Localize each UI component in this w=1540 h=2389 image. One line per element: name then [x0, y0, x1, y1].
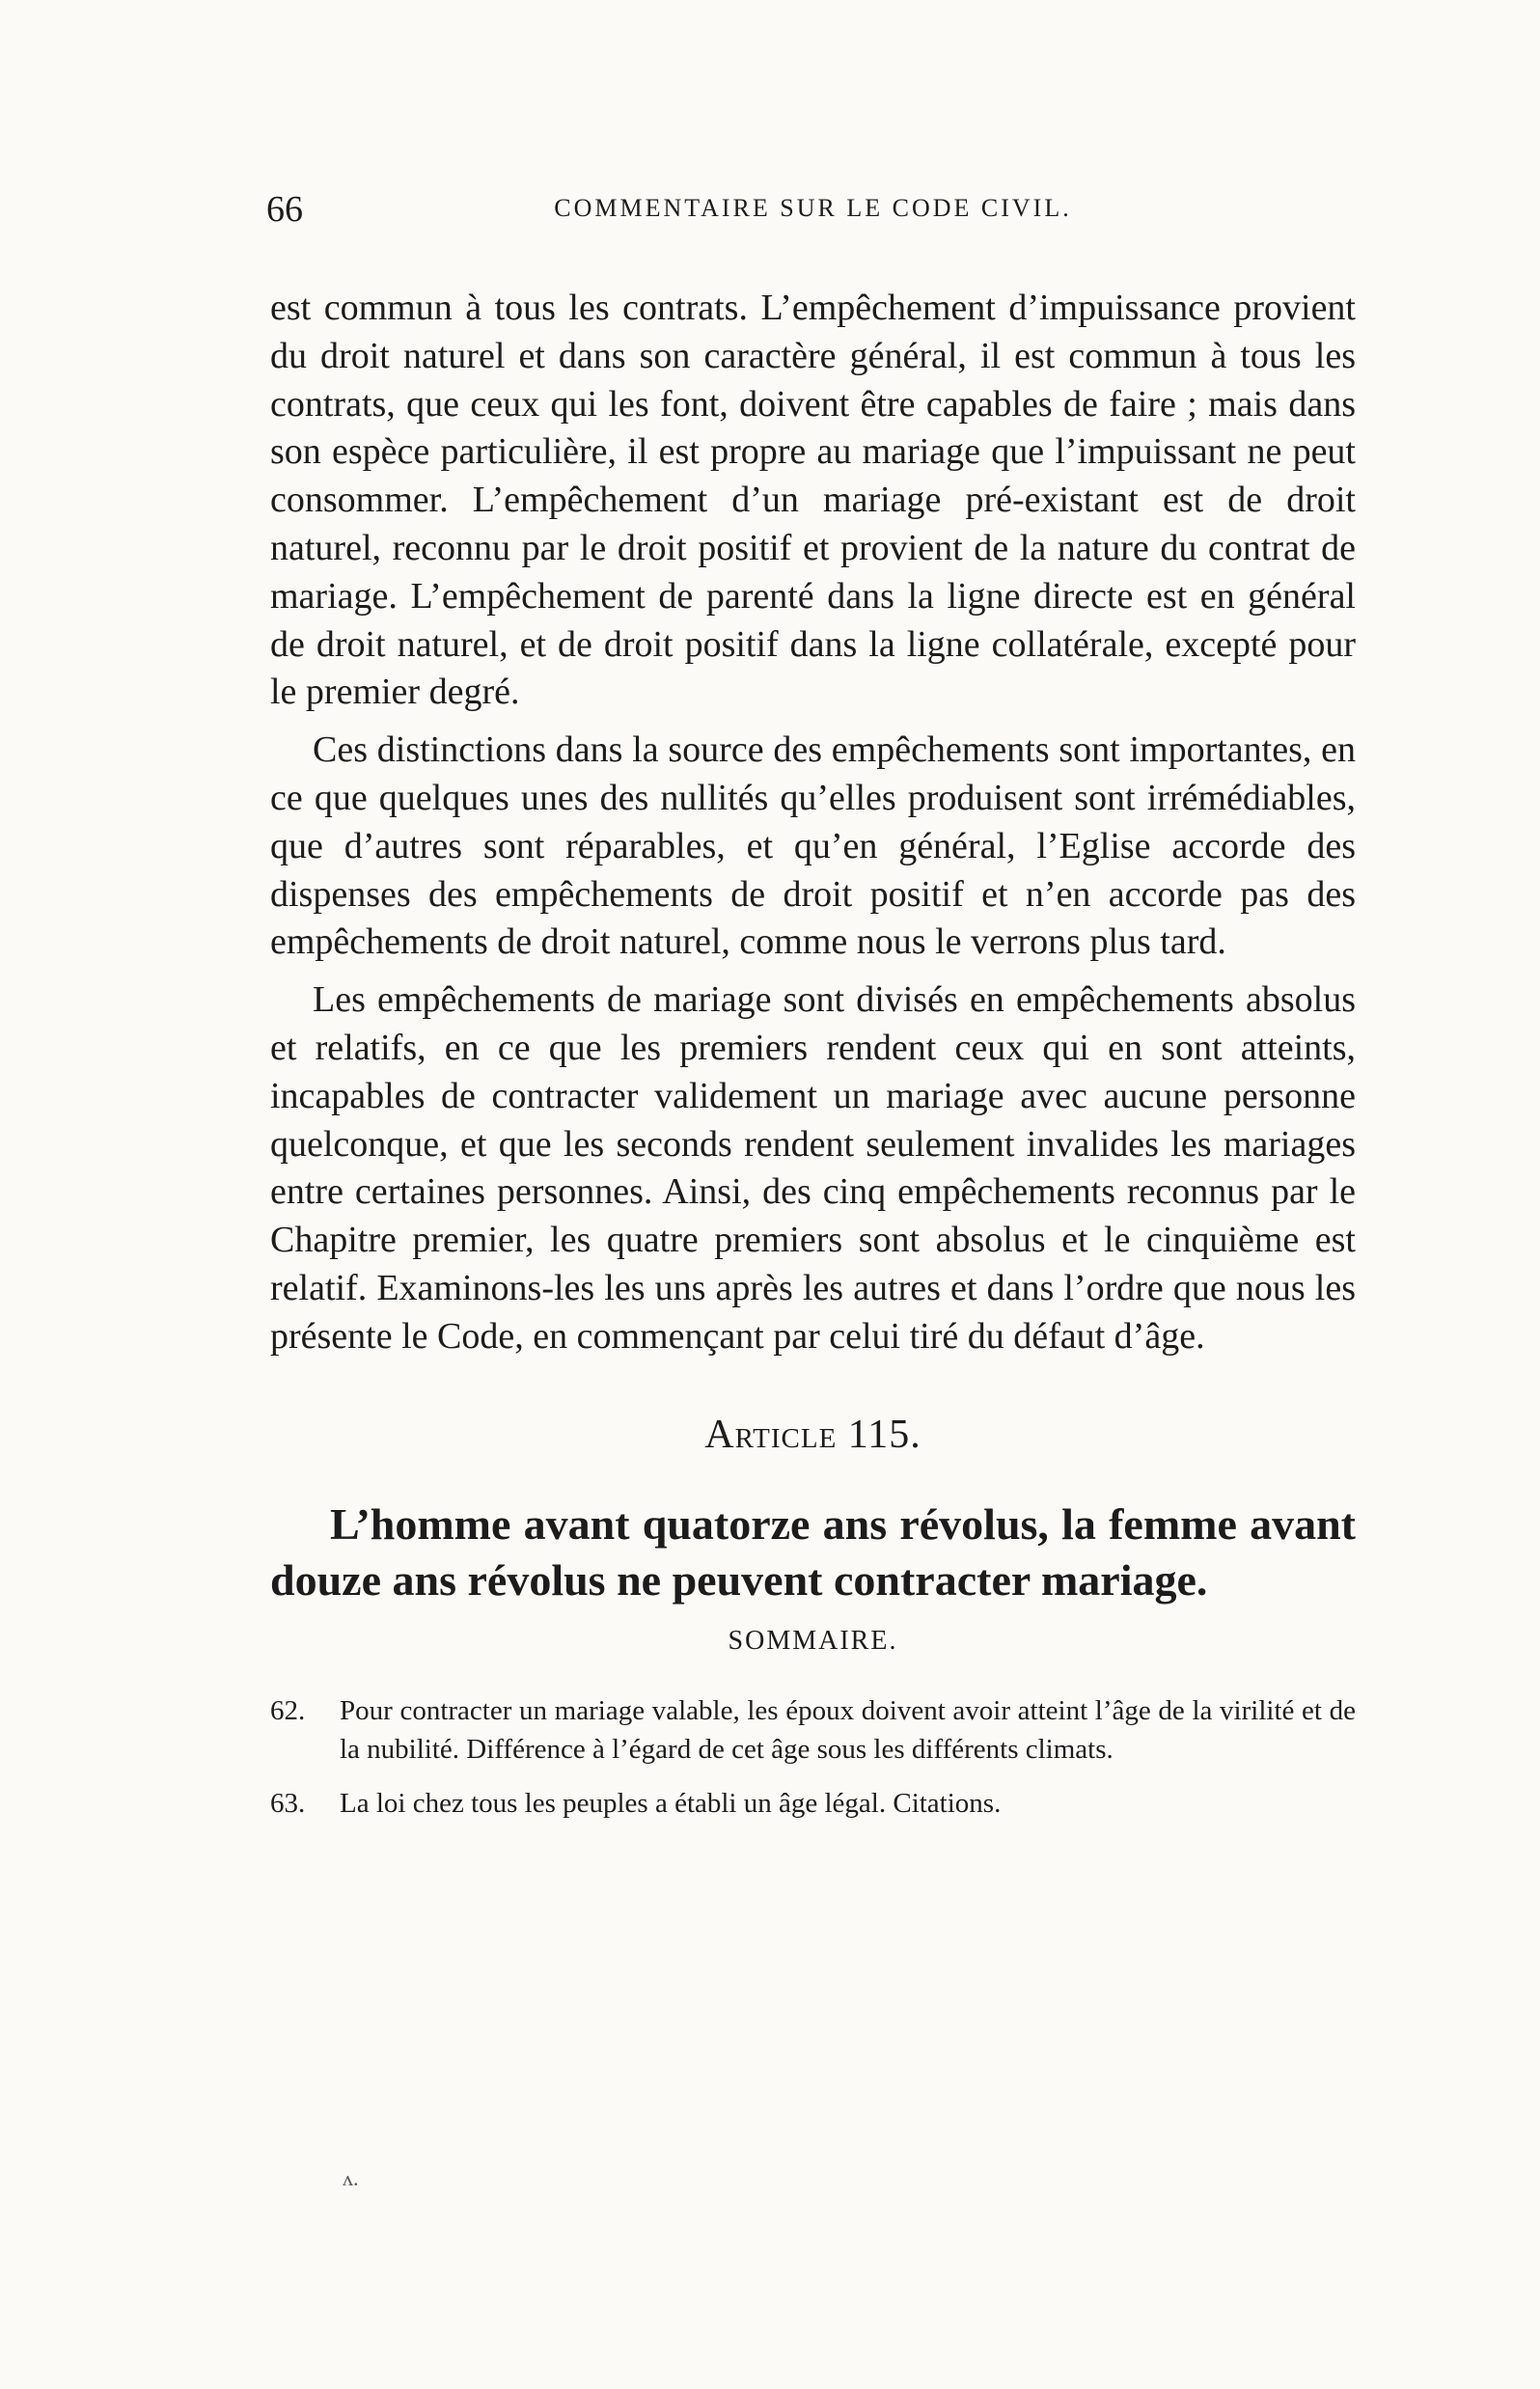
print-speck: ʌ.: [343, 2166, 359, 2190]
summary-item-number: 62.: [270, 1694, 306, 1726]
book-page: [266, 188, 1356, 1838]
summary-item: [270, 1691, 1356, 1769]
summary-title: SOMMAIRE.: [728, 1625, 898, 1656]
running-title: COMMENTAIRE SUR LE CODE CIVIL.: [554, 194, 1072, 222]
paragraph-1: est commun à tous les contrats. L’empêchement d’impuissance provient du droit naturel et dans son caractère général, il est commun à tous les contrats, que ceux qui les font, doivent être capables de faire ; mais dans son espèce particulière, il est propre au mariage que l’impuissant ne peut consommer. L’empêchement d’un mariage pré-existant est de droit naturel, reconnu par le droit positif et provient de la nature du contrat de mariage. L’empêchement de parenté dans la ligne directe est en général de droit naturel, et de droit positif dans la ligne collatérale, excepté pour le premier degré.: [270, 288, 1356, 713]
paragraph-2: Ces distinctions dans la source des empêchements sont importantes, en ce que quelques unes des nullités qu’elles produisent sont irrémédiables, que d’autres sont réparables, et qu’en général, l’Eglise accorde des dispenses des empêchements de droit positif et n’en accorde pas des empêchements de droit naturel, comme nous le verrons plus tard.: [270, 729, 1356, 963]
article-heading: Article 115.: [704, 1412, 921, 1457]
summary-item-text: Pour contracter un mariage valable, les époux doivent avoir atteint l’âge de la virilité et de la nubilité. Différence à l’égard de cet âge sous les différents climats.: [340, 1694, 1356, 1765]
page-number: 66: [266, 189, 303, 230]
page-header: [266, 188, 1356, 246]
summary-item-text: La loi chez tous les peuples a établi un âge légal. Citations.: [340, 1787, 1002, 1819]
paragraph-3: Les empêchements de mariage sont divisés en empêchements absolus et relatifs, en ce que les premiers rendent ceux qui en sont atteints, incapables de contracter validement un mariage avec aucune personne quelconque, et que les seconds rendent seulement invalides les mariages entre certaines personnes. Ainsi, des cinq empêchements reconnus par le Chapitre premier, les quatre premiers sont absolus et le cinquième est relatif. Examinons-les les uns après les autres et dans l’ordre que nous les présente le Code, en commençant par celui tiré du défaut d’âge.: [270, 979, 1356, 1357]
article-text: L’homme avant quatorze ans révolus, la femme avant douze ans révolus ne peuvent contracter mariage.: [270, 1498, 1356, 1605]
summary-item-number: 63.: [270, 1787, 306, 1819]
summary-item: [270, 1784, 1356, 1823]
